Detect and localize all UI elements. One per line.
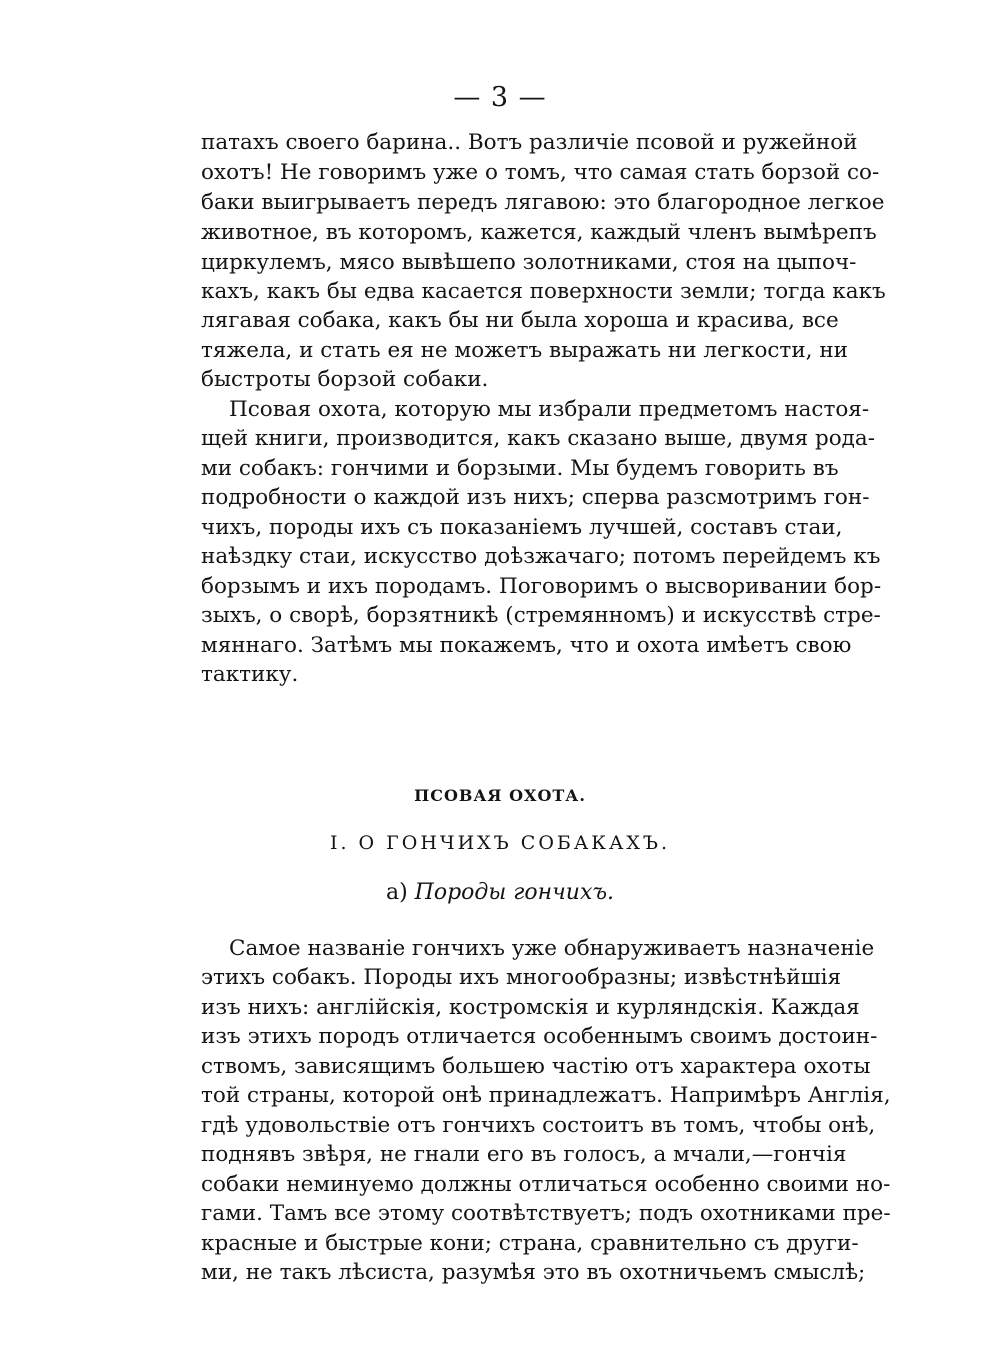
- text-line: животное, въ которомъ, кажется, каждый членъ вымѣрепъ: [201, 220, 877, 245]
- text-line: подробности о каждой изъ нихъ; сперва разсмотримъ гон-: [201, 485, 870, 510]
- text-line: быстроты борзой собаки.: [201, 367, 489, 392]
- text-line: охотъ! Не говоримъ уже о томъ, что самая стать борзой со-: [201, 160, 880, 185]
- text-line: собаки неминуемо должны отличаться особенно своими но-: [201, 1172, 891, 1197]
- text-line: чихъ, породы ихъ съ показаніемъ лучшей, составъ стаи,: [201, 515, 843, 540]
- subsection-letter: а): [385, 880, 408, 905]
- subsection-title: [0, 880, 1000, 905]
- text-line: тяжела, и стать ея не можетъ выражать ни легкости, ни: [201, 338, 848, 363]
- text-line: изъ этихъ породъ отличается особеннымъ своимъ достоин-: [201, 1024, 878, 1049]
- section-title: ПСОВАЯ ОХОТА.: [414, 786, 586, 805]
- text-line: патахъ своего барина.. Вотъ различіе псовой и ружейной: [201, 130, 858, 155]
- text-line: щей книги, производится, какъ сказано выше, двумя рода-: [201, 426, 876, 451]
- subsection-title-text: Породы гончихъ.: [414, 880, 615, 905]
- text-line: циркулемъ, мясо вывѣшепо золотниками, стоя на цыпоч-: [201, 250, 857, 275]
- text-line: изъ нихъ: англійскія, костромскія и курляндскія. Каждая: [201, 995, 860, 1020]
- text-line: той страны, которой онѣ принадлежатъ. Напримѣръ Англія,: [201, 1083, 891, 1108]
- text-line: баки выигрываетъ передъ лягавою: это благородное легкое: [201, 190, 885, 215]
- text-line: красные и быстрые кони; страна, сравнительно съ други-: [201, 1231, 859, 1256]
- text-line: наѣздку стаи, искусство доѣзжачаго; потомъ перейдемъ къ: [201, 544, 881, 569]
- page-number: — 3 —: [453, 82, 547, 113]
- text-line: лягавая собака, какъ бы ни была хороша и красива, все: [201, 308, 839, 333]
- text-line: поднявъ звѣря, не гнали его въ голосъ, а мчали,—гончія: [201, 1142, 847, 1167]
- text-line: тактику.: [201, 662, 299, 687]
- text-line: борзымъ и ихъ породамъ. Поговоримъ о высворивании бор-: [201, 574, 882, 599]
- text-line: Псовая охота, которую мы избрали предметомъ настоя-: [229, 397, 870, 422]
- text-line: ми собакъ: гончими и борзыми. Мы будемъ говорить въ: [201, 456, 839, 481]
- text-line: этихъ собакъ. Породы ихъ многообразны; извѣстнѣйшія: [201, 965, 842, 990]
- text-line: гдѣ удовольствіе отъ гончихъ состоитъ въ томъ, чтобы онѣ,: [201, 1113, 876, 1138]
- text-line: гами. Тамъ все этому соотвѣтствуетъ; подъ охотниками пре-: [201, 1201, 891, 1226]
- text-line: ми, не такъ лѣсиста, разумѣя это въ охотничьемъ смыслѣ;: [201, 1260, 866, 1285]
- text-line: Самое названіе гончихъ уже обнаруживаетъ назначеніе: [229, 936, 875, 961]
- text-line: ствомъ, зависящимъ большею частію отъ характера охоты: [201, 1054, 871, 1079]
- text-line: кахъ, какъ бы едва касается поверхности земли; тогда какъ: [201, 279, 886, 304]
- text-line: мяннаго. Затѣмъ мы покажемъ, что и охота имѣетъ свою: [201, 633, 852, 658]
- text-line: зыхъ, о сворѣ, борзятникѣ (стремянномъ) и искусствѣ стре-: [201, 603, 881, 628]
- chapter-title: I. О ГОНЧИХЪ СОБАКАХЪ.: [329, 832, 671, 854]
